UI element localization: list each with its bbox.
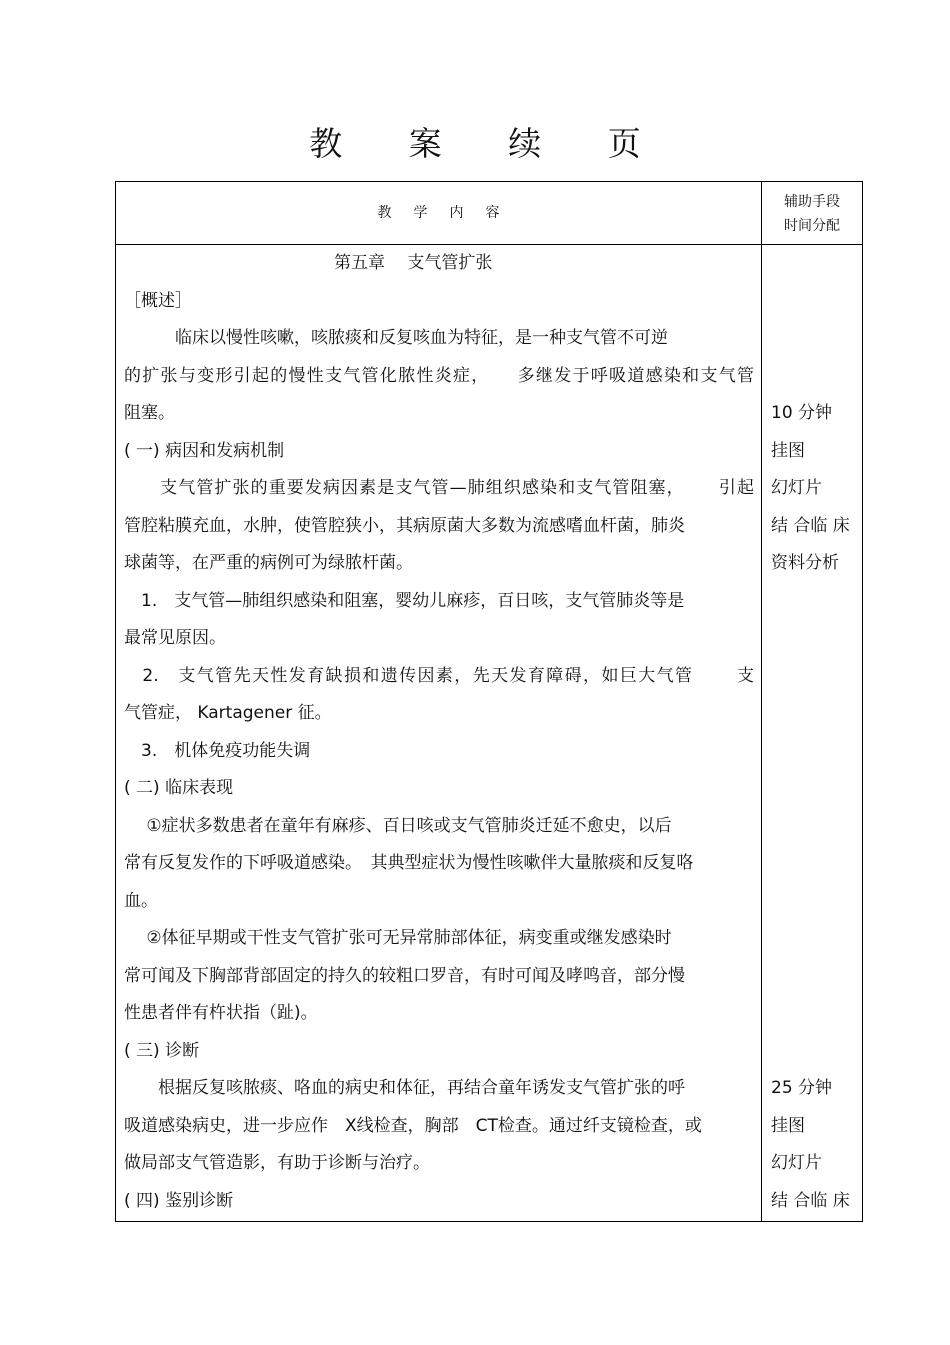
aux-note: 挂图 bbox=[771, 440, 805, 461]
content-line: 管腔粘膜充血，水肿，使管腔狭小，其病原菌大多数为流感嗜血杆菌，肺炎 bbox=[124, 515, 685, 536]
aux-note: 25 分钟 bbox=[771, 1078, 833, 1098]
content-line: ( 三) 诊断 bbox=[124, 1040, 200, 1061]
content-line: 常有反复发作的下呼吸道感染。 其典型症状为慢性咳嗽伴大量脓痰和反复咯 bbox=[124, 853, 694, 873]
aux-note: 挂图 bbox=[771, 1115, 805, 1136]
content-line: 支气管扩张的重要发病因素是支气管—肺组织感染和支气管阻塞， 引起 bbox=[124, 478, 754, 498]
content-line: 吸道感染病史，进一步应作 X线检查，胸部 CT检查。通过纤支镜检查，或 bbox=[124, 1115, 702, 1136]
content-line: 3. 机体免疫功能失调 bbox=[124, 740, 311, 761]
content-line: 血。 bbox=[124, 890, 158, 911]
aux-column-header bbox=[762, 190, 862, 238]
content-line: 球菌等，在严重的病例可为绿脓杆菌。 bbox=[124, 553, 413, 573]
content-line: 根据反复咳脓痰、咯血的病史和体征，再结合童年诱发支气管扩张的呼 bbox=[124, 1078, 685, 1098]
content-line: ( 一) 病因和发病机制 bbox=[124, 440, 285, 461]
content-column-header: 教学内容 bbox=[377, 205, 522, 221]
lesson-plan-table bbox=[115, 181, 863, 1222]
content-line: 阻塞。 bbox=[124, 403, 175, 423]
content-line: 2. 支气管先天性发育缺损和遗传因素，先天发育障碍，如巨大气管 支 bbox=[124, 665, 754, 686]
aux-header-line-2: 时间分配 bbox=[784, 218, 840, 234]
aux-note: 幻灯片 bbox=[771, 478, 822, 498]
content-line: 做局部支气管造影，有助于诊断与治疗。 bbox=[124, 1153, 430, 1173]
content-line: 气管症， Kartagener 征。 bbox=[124, 703, 332, 723]
content-line: ①症状多数患者在童年有麻疹、百日咳或支气管肺炎迁延不愈史，以后 bbox=[124, 815, 672, 836]
content-line: 常可闻及下胸部背部固定的持久的较粗口罗音，有时可闻及哮鸣音，部分慢 bbox=[124, 965, 685, 986]
content-line: 性患者伴有杵状指（趾)。 bbox=[124, 1003, 318, 1023]
content-line: 1. 支气管—肺组织感染和阻塞，婴幼儿麻疹，百日咳，支气管肺炎等是 bbox=[124, 590, 685, 611]
column-divider bbox=[761, 182, 762, 1221]
content-line: 最常见原因。 bbox=[124, 628, 226, 648]
content-line: ( 二) 临床表现 bbox=[124, 778, 234, 798]
aux-header-line-1: 辅助手段 bbox=[784, 194, 840, 210]
aux-note: 10 分钟 bbox=[771, 403, 833, 423]
content-line: ［概述］ bbox=[124, 290, 192, 311]
content-line: ( 四) 鉴别诊断 bbox=[124, 1190, 234, 1211]
content-line: ②体征早期或干性支气管扩张可无异常肺部体征，病变重或继发感染时 bbox=[124, 928, 672, 948]
page-title: 教 案 续 页 bbox=[309, 124, 669, 163]
aux-note: 结 合临 床 bbox=[771, 515, 850, 536]
aux-note: 资料分析 bbox=[771, 553, 839, 573]
chapter-title: 第五章 支气管扩张 bbox=[334, 253, 493, 273]
aux-note: 幻灯片 bbox=[771, 1153, 822, 1173]
aux-note: 结 合临 床 bbox=[771, 1190, 850, 1211]
content-line: 临床以慢性咳嗽，咳脓痰和反复咳血为特征，是一种支气管不可逆 bbox=[124, 328, 668, 348]
content-line: 的扩张与变形引起的慢性支气管化脓性炎症， 多继发于呼吸道感染和支气管 bbox=[124, 365, 754, 386]
